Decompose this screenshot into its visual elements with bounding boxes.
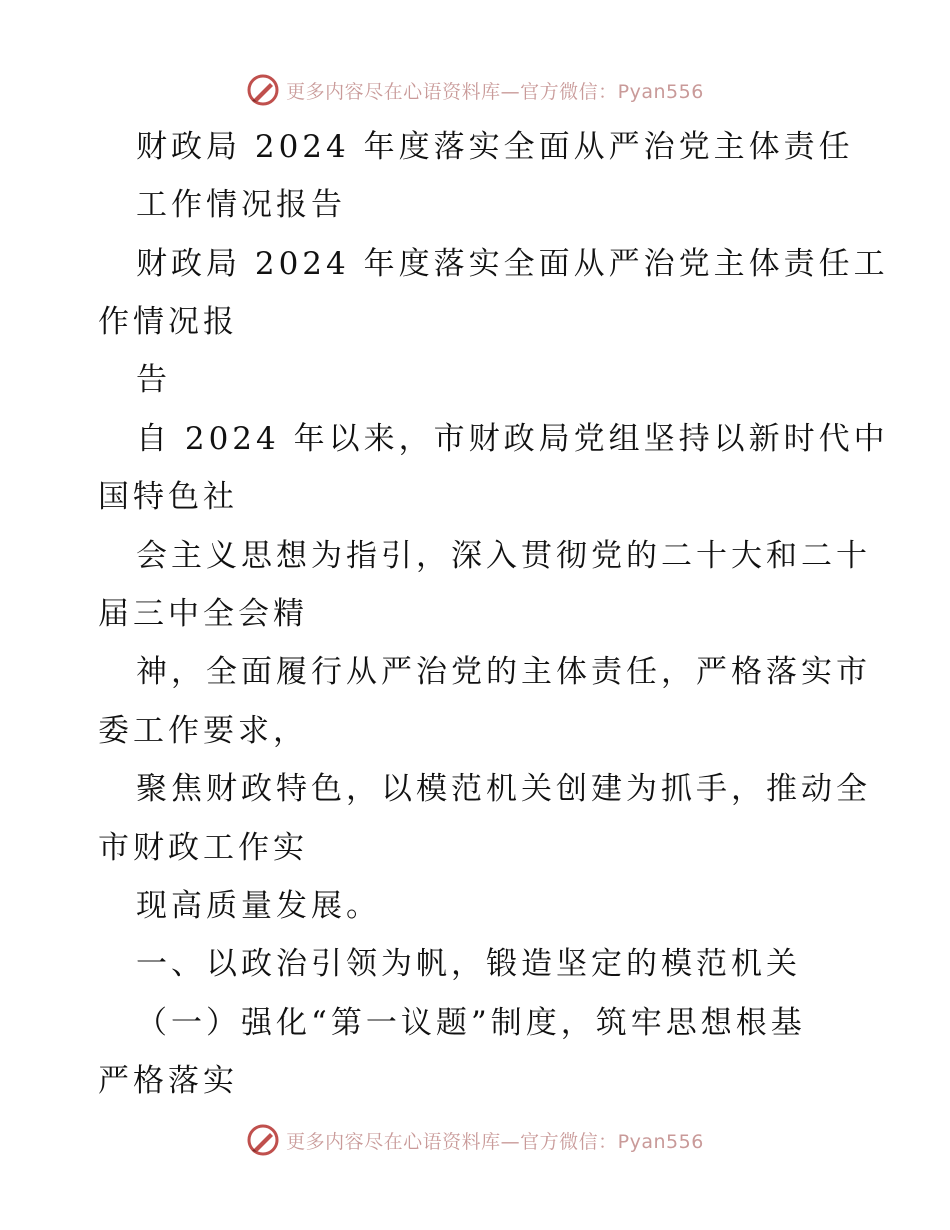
text-line: 神，全面履行从严治党的主体责任，严格落实市	[136, 654, 871, 690]
pen-logo-icon	[246, 73, 280, 107]
pen-logo-icon	[246, 1123, 280, 1157]
subsection-heading: （一）强化“第一议题”制度，筑牢思想根基	[136, 1005, 806, 1041]
doc-title-line-1: 财政局 2024 年度落实全面从严治党主体责任	[136, 129, 854, 165]
banner-text: 更多内容尽在心语资料库—官方微信：Pyan556	[286, 1130, 704, 1153]
banner-text: 更多内容尽在心语资料库—官方微信：Pyan556	[286, 80, 704, 103]
text-line: 委工作要求，	[98, 713, 308, 749]
text-line: 届三中全会精	[98, 596, 308, 632]
text-line: 作情况报	[98, 304, 238, 340]
section-heading: 一、以政治引领为帆，锻造坚定的模范机关	[136, 946, 801, 982]
text-line: 会主义思想为指引，深入贯彻党的二十大和二十	[136, 538, 871, 574]
text-line: 告	[136, 362, 171, 398]
text-line: 现高质量发展。	[136, 888, 381, 924]
doc-title-line-2: 工作情况报告	[136, 187, 346, 223]
header-banner	[0, 70, 950, 110]
text-line: 财政局 2024 年度落实全面从严治党主体责任工	[136, 246, 889, 282]
text-line: 聚焦财政特色，以模范机关创建为抓手，推动全	[136, 771, 871, 807]
text-line: 国特色社	[98, 479, 238, 515]
text-line: 市财政工作实	[98, 830, 308, 866]
footer-banner	[0, 1120, 950, 1160]
text-line: 严格落实	[98, 1063, 238, 1099]
text-line: 自 2024 年以来，市财政局党组坚持以新时代中	[136, 421, 889, 457]
